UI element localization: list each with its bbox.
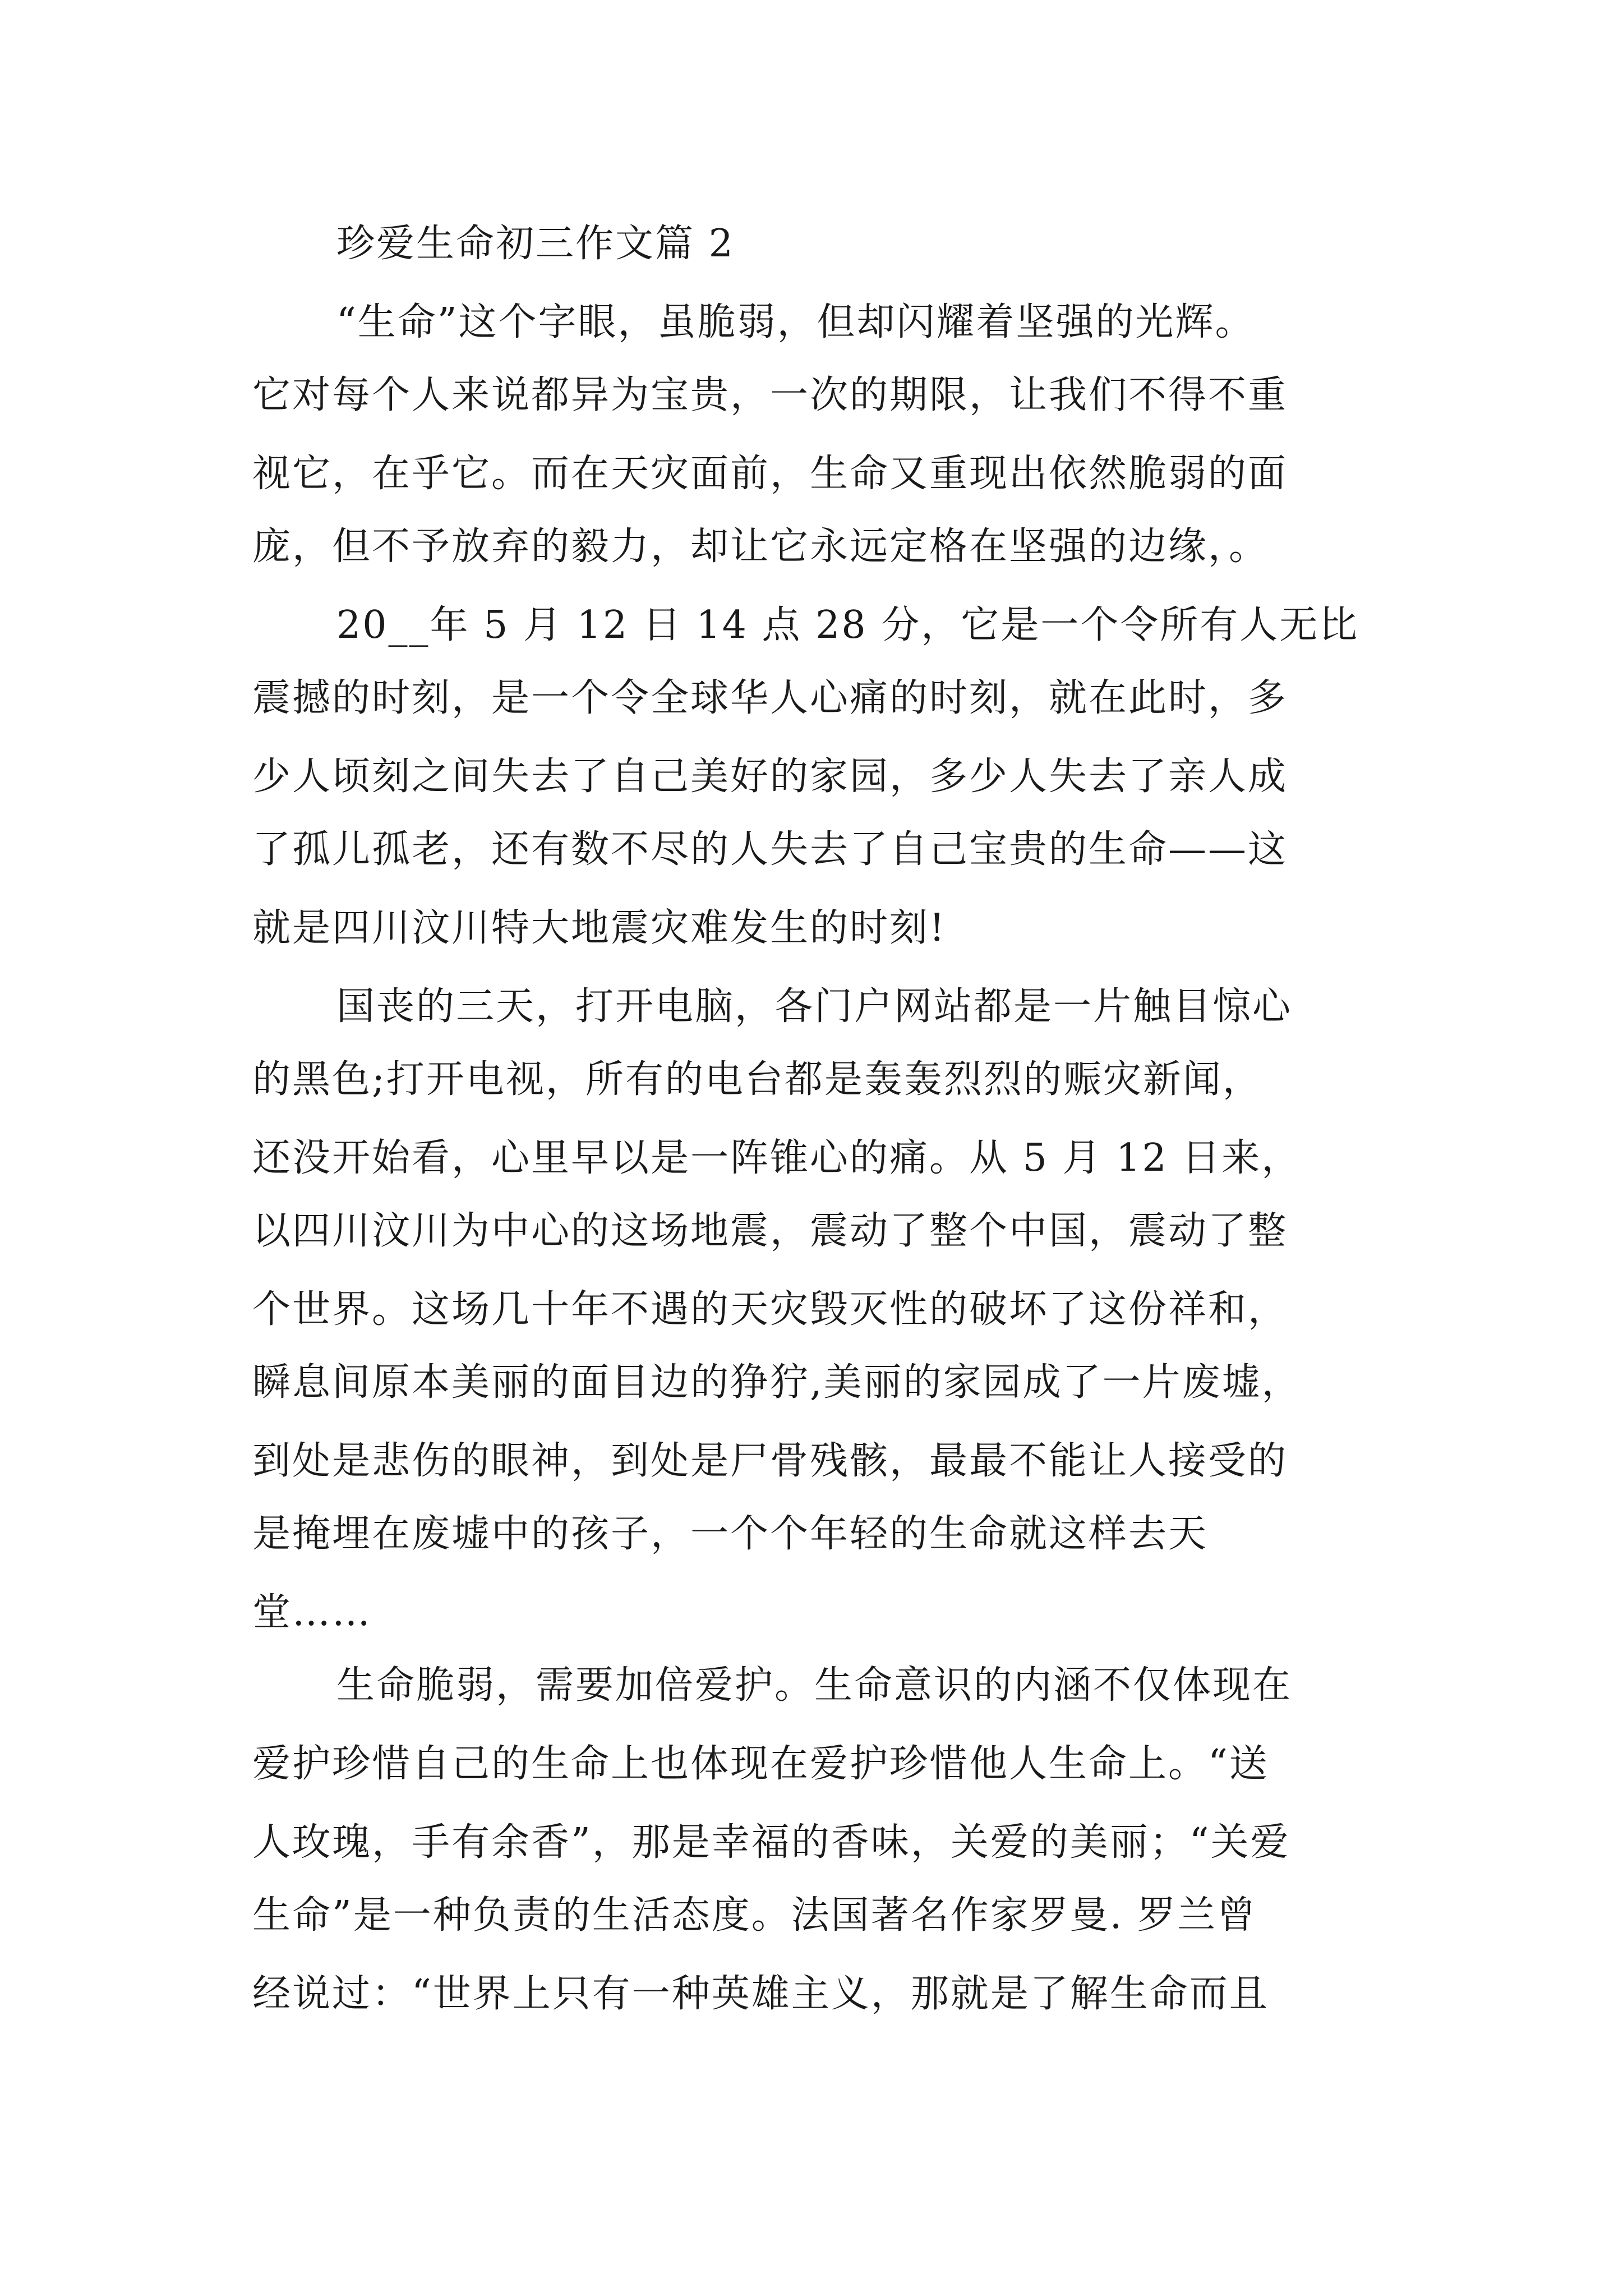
text-line: 国丧的三天，打开电脑，各门户网站都是一片触目惊心 (336, 984, 1293, 1029)
text-line: “生命”这个字眼，虽脆弱，但却闪耀着坚强的光辉。 (336, 300, 1255, 344)
text-line: 到处是悲伤的眼神，到处是尸骨残骸，最最不能让人接受的 (252, 1439, 1288, 1483)
text-line: 是掩埋在废墟中的孩子，一个个年轻的生命就这样去天 (252, 1512, 1209, 1556)
text-line: 还没开始看，心里早以是一阵锥心的痛。从 5 月 12 日来， (252, 1136, 1302, 1180)
text-line: 视它，在乎它。而在天灾面前，生命又重现出依然脆弱的面 (252, 452, 1288, 496)
text-line: 的黑色;打开电视，所有的电台都是轰轰烈烈的赈灾新闻， (252, 1057, 1262, 1102)
text-line: 震撼的时刻，是一个令全球华人心痛的时刻，就在此时，多 (252, 676, 1288, 720)
text-line: 生命脆弱，需要加倍爱护。生命意识的内涵不仅体现在 (336, 1663, 1293, 1708)
text-line: 了孤儿孤老，还有数不尽的人失去了自己宝贵的生命——这 (252, 827, 1288, 872)
text-line: 生命”是一种负责的生活态度。法国著名作家罗曼. 罗兰曾 (252, 1893, 1257, 1938)
text-line: 它对每个人来说都异为宝贵，一次的期限，让我们不得不重 (252, 373, 1288, 417)
text-line: 以四川汶川为中心的这场地震，震动了整个中国，震动了整 (252, 1209, 1288, 1253)
text-line: 个世界。这场几十年不遇的天灾毁灭性的破坏了这份祥和， (252, 1287, 1288, 1332)
text-line: 20__年 5 月 12 日 14 点 28 分，它是一个令所有人无比 (336, 603, 1359, 647)
text-line: 经说过：“世界上只有一种英雄主义，那就是了解生命而且 (252, 1972, 1269, 2016)
text-line: 人玫瑰，手有余香”，那是幸福的香味，关爱的美丽；“关爱 (252, 1820, 1290, 1865)
text-line: 庞，但不予放弃的毅力，却让它永远定格在坚强的边缘，。 (252, 524, 1269, 569)
document-title: 珍爱生命初三作文篇 2 (336, 222, 735, 266)
text-line: 就是四川汶川特大地震灾难发生的时刻! (252, 906, 947, 950)
text-line: 少人顷刻之间失去了自己美好的家园，多少人失去了亲人成 (252, 754, 1288, 799)
text-line: 爱护珍惜自己的生命上也体现在爱护珍惜他人生命上。“送 (252, 1742, 1269, 1786)
text-line: 瞬息间原本美丽的面目边的狰狞,美丽的家园成了一片废墟， (252, 1360, 1302, 1405)
text-line: 堂…… (252, 1590, 372, 1635)
